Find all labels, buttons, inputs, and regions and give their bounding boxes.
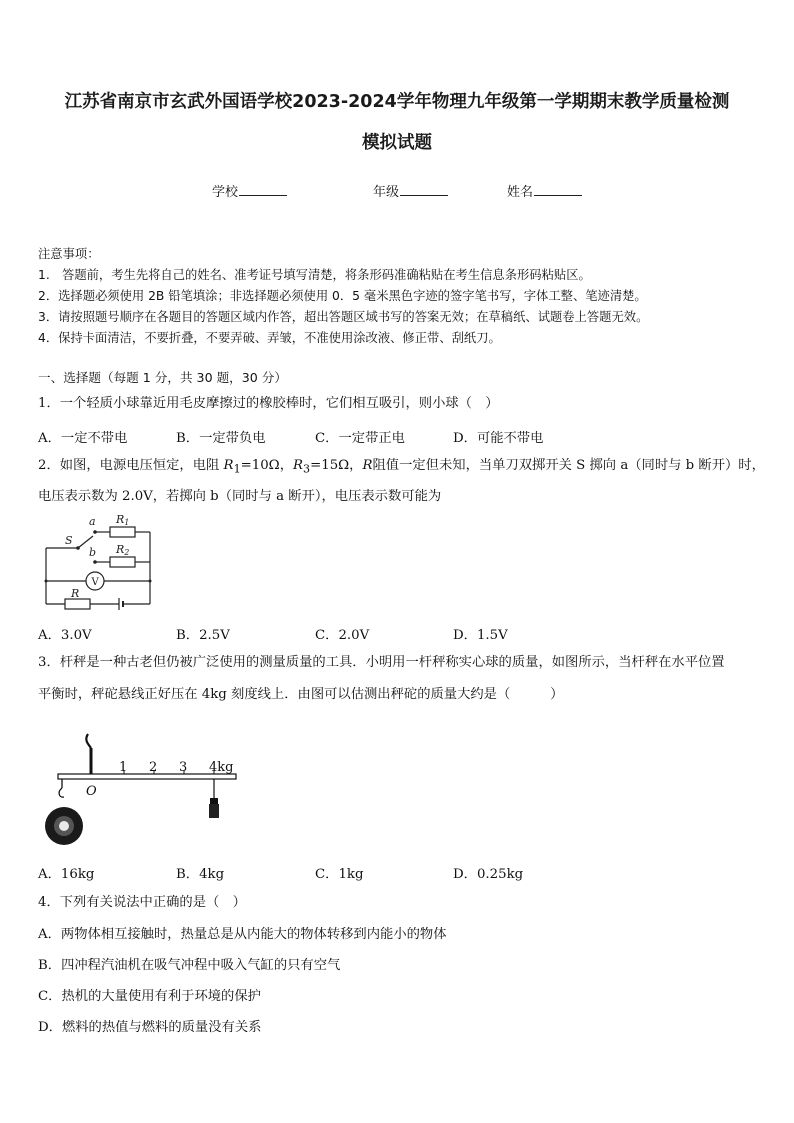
option-b: B．2.5V [176,628,230,643]
switch-pivot [76,546,80,550]
school-label: 学校 [212,185,239,200]
grade-field [373,181,448,200]
question-4-stem: 4．下列有关说法中正确的是（ ） [38,895,246,910]
option-a: A．一定不带电 [38,431,128,446]
notes-heading: 注意事项： [38,247,100,261]
tick-label-3: 3 [179,760,188,775]
resistor-r1 [110,527,135,537]
question-2-stem-line2: 电压表示数为 2.0V，若掷向 b（同时与 a 断开），电压表示数可能为 [38,489,442,504]
question-4-option-a: A．两物体相互接触时，热量总是从内能大的物体转移到内能小的物体 [38,927,447,942]
label-s: S [65,534,73,547]
circuit-diagram [38,512,158,610]
grade-blank [400,183,448,196]
resistor-r2 [110,557,135,567]
grade-label: 年级 [373,185,400,200]
question-4-option-d: D．燃料的热值与燃料的质量没有关系 [38,1020,262,1035]
section-title: 一、选择题（每题 1 分，共 30 题，30 分） [38,370,287,385]
resistor-r [65,599,90,609]
r3-symbol: R [293,458,304,473]
question-4-option-b: B．四冲程汽油机在吸气冲程中吸入气缸的只有空气 [38,958,341,973]
note-item: 4．保持卡面清洁，不要折叠，不要弄破、弄皱，不准使用涂改液、修正带、刮纸刀。 [38,331,501,345]
label-r: R [71,587,80,600]
school-blank [239,183,287,196]
exam-title-line2: 模拟试题 [362,133,432,153]
question-3-stem-line2: 平衡时，秤砣悬线正好压在 4kg 刻度线上．由图可以估测出秤砣的质量大约是（ ） [38,687,564,702]
r1-symbol: R [223,458,234,473]
option-d: D．1.5V [453,628,508,643]
contact-a [93,530,97,534]
hanging-rope [86,734,91,748]
option-c: C．1kg [315,867,364,882]
tick-label-1: 1 [119,760,128,775]
r1-subscript: 1 [233,462,241,476]
hook [59,788,64,797]
r-symbol: R [362,458,373,473]
name-label: 姓名 [507,185,534,200]
note-item: 3．请按照题号顺序在各题目的答题区域内作答，超出答题区域书写的答案无效；在草稿纸、试题卷上答题无效。 [38,310,649,324]
label-r1: R1 [116,513,130,527]
label-b: b [89,546,97,559]
counterweight [209,804,219,818]
option-a: A．16kg [38,867,95,882]
option-b: B．4kg [176,867,225,882]
question-3-stem-line1: 3．杆秤是一种古老但仍被广泛使用的测量质量的工具．小明用一杆秤称实心球的质量，如图所示，当杆秤在水平位置 [38,655,725,670]
question-4-option-c: C．热机的大量使用有利于环境的保护 [38,989,261,1004]
option-a: A．3.0V [38,628,92,643]
steelyard-diagram [38,722,248,847]
option-c: C．2.0V [315,628,370,643]
option-d: D．可能不带电 [453,431,544,446]
school-field [212,181,287,200]
counterweight-top [210,798,218,804]
question-1-stem: 1．一个轻质小球靠近用毛皮摩擦过的橡胶棒时，它们相互吸引，则小球（ ） [38,396,499,411]
option-d: D．0.25kg [453,867,524,882]
tick-label-2: 2 [149,760,158,775]
pivot-label-o: O [86,784,97,799]
note-item: 2．选择题必须使用 2B 铅笔填涂；非选择题必须使用 0．5 毫米黑色字迹的签字笔书写，字体工整、笔迹清楚。 [38,289,647,303]
option-c: C．一定带正电 [315,431,405,446]
label-a: a [89,515,96,528]
note-item: 1. 答题前，考生先将自己的姓名、准考证号填写清楚，将条形码准确粘贴在考生信息条形码粘贴区。 [38,268,591,282]
r3-subscript: 3 [303,462,311,476]
label-r2: R2 [116,543,130,557]
question-2-stem-line1: 2．如图，电源电压恒定，电阻 $R_1=10\Omega$，$R_3=15\Omega$，R阻值一定但未知，当单刀双掷开关 S 掷向 a（同时与 b 断开）时， [38,458,765,476]
name-blank [534,183,582,196]
name-field [507,181,582,200]
option-b: B．一定带负电 [176,431,266,446]
contact-b [93,560,97,564]
exam-title-line1: 江苏省南京市玄武外国语学校2023-2024学年物理九年级第一学期期末教学质量检测 [64,92,730,112]
tick-label-4kg: 4kg [209,760,234,775]
exam-notes [38,244,758,349]
voltmeter-label: V [91,577,99,588]
ball-center [59,821,69,831]
